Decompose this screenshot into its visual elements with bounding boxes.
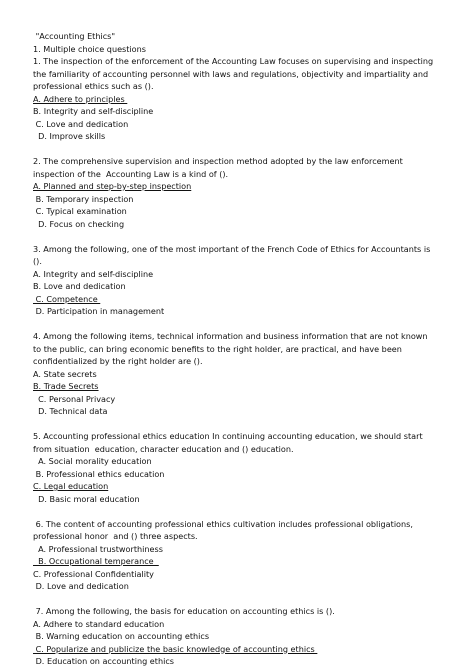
section-heading: 1. Multiple choice questions [33, 43, 146, 54]
question-text: 3. Among the following, one of the most important of the French Code of Ethics for Accountants is (). [33, 243, 433, 266]
answer-option: A. State secrets [33, 368, 97, 379]
question-3 [33, 243, 438, 318]
answer-option-correct: C. Popularize and publicize the basic knowledge of accounting ethics [33, 643, 318, 654]
document-title: "Accounting Ethics" [33, 31, 116, 41]
answer-option: C. Typical examination [33, 206, 127, 216]
question-5 [33, 430, 438, 505]
answer-option: A. Social morality education [33, 456, 152, 466]
answer-options [33, 368, 438, 418]
answer-option: D. Improve skills [33, 131, 106, 141]
question-7 [33, 605, 438, 668]
answer-option: A. Adhere to standard education [33, 618, 165, 629]
answer-option: B. Professional ethics education [33, 468, 165, 479]
answer-options [33, 455, 438, 505]
answer-options [33, 93, 438, 143]
answer-option-correct: C. Legal education [33, 481, 109, 491]
answer-options [33, 268, 438, 318]
answer-option: D. Love and dedication [33, 581, 129, 591]
answer-options [33, 180, 438, 230]
answer-option: D. Participation in management [33, 306, 165, 316]
answer-option: B. Love and dedication [33, 281, 126, 291]
question-4 [33, 330, 438, 418]
question-6 [33, 518, 438, 593]
question-text: 6. The content of accounting professional ethics cultivation includes professional obligations, professional honor and () three aspects. [33, 518, 416, 541]
question-list [33, 55, 438, 668]
question-text: 5. Accounting professional ethics education In continuing accounting education, we should start from situation education, character education and () education. [33, 431, 426, 454]
answer-option: D. Technical data [33, 406, 108, 416]
question-1 [33, 55, 438, 143]
answer-option: A. Professional trustworthiness [33, 543, 163, 554]
question-text: 4. Among the following items, technical information and business information that are not known to the public, can bring economic benefits to the right holder, are practical, and have been confidentialized by the right holder are (). [33, 331, 431, 366]
answer-option: C. Love and dedication [33, 118, 129, 129]
answer-option: D. Education on accounting ethics [33, 656, 175, 666]
answer-option: B. Warning education on accounting ethics [33, 631, 210, 641]
answer-option: C. Professional Confidentiality [33, 568, 154, 579]
answer-options [33, 618, 438, 668]
question-text: 1. The inspection of the enforcement of the Accounting Law focuses on supervising and inspecting the familiarity of accounting personnel with laws and regulations, objectivity and impartiality and professional ethics such as (). [33, 56, 436, 91]
answer-option: B. Temporary inspection [33, 193, 134, 204]
answer-option-correct: C. Competence [33, 293, 101, 304]
answer-option-correct: A. Adhere to principles [33, 93, 128, 104]
answer-option: B. Integrity and self-discipline [33, 106, 154, 116]
answer-option-correct: A. Planned and step-by-step inspection [33, 181, 192, 191]
answer-option-correct: B. Occupational temperance [33, 556, 159, 566]
answer-options [33, 543, 438, 593]
answer-option-correct: B. Trade Secrets [33, 381, 99, 391]
answer-option: C. Personal Privacy [33, 393, 116, 404]
answer-option: D. Basic moral education [33, 493, 140, 504]
question-text: 7. Among the following, the basis for education on accounting ethics is (). [33, 606, 335, 616]
answer-option: D. Focus on checking [33, 218, 125, 229]
question-text: 2. The comprehensive supervision and inspection method adopted by the law enforcement inspection of the Accounting Law is a kind of (). [33, 156, 406, 179]
question-2 [33, 155, 438, 230]
answer-option: A. Integrity and self-discipline [33, 268, 154, 279]
